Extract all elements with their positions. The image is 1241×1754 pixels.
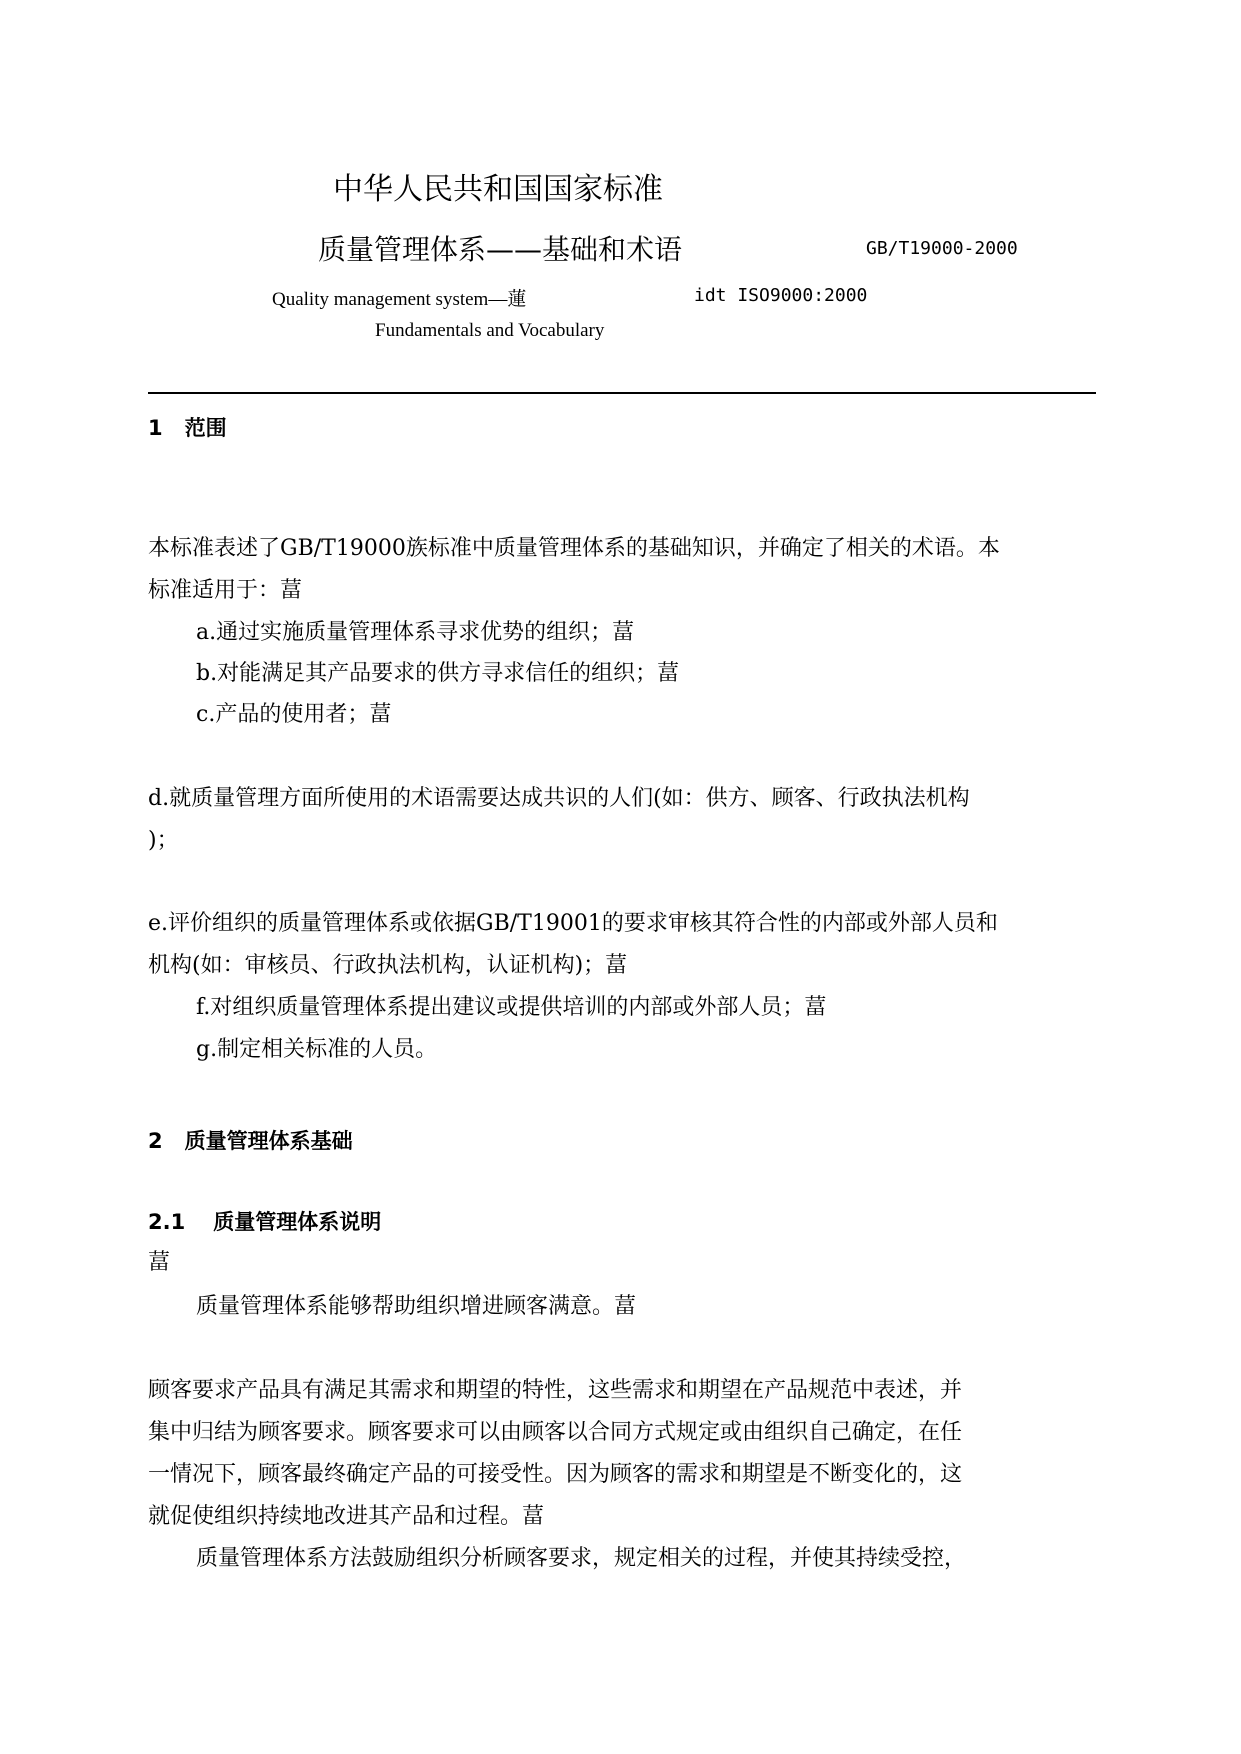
- list-item-e: e.评价组织的质量管理体系或依据GB/T19001的要求审核其符合性的内部或外部人员和: [148, 911, 998, 936]
- section-number: 1: [148, 416, 163, 440]
- paragraph-line: 标准适用于：葍: [148, 578, 303, 603]
- standard-code: GB/T19000-2000: [866, 238, 1018, 259]
- paragraph-line: 顾客要求产品具有满足其需求和期望的特性，这些需求和期望在产品规范中表述，并: [148, 1378, 963, 1403]
- section-title: 质量管理体系说明: [213, 1210, 382, 1234]
- paragraph-line: 一情况下，顾客最终确定产品的可接受性。因为顾客的需求和期望是不断变化的，这: [148, 1462, 963, 1487]
- section-1-heading: [148, 412, 227, 442]
- list-item-f: f.对组织质量管理体系提出建议或提供培训的内部或外部人员；葍: [196, 995, 827, 1020]
- paragraph-line: 就促使组织持续地改进其产品和过程。葍: [148, 1504, 545, 1529]
- section-2-1-heading: [148, 1206, 381, 1236]
- list-item-c: c.产品的使用者；葍: [196, 702, 392, 727]
- document-title: 中华人民共和国国家标准: [333, 172, 663, 207]
- list-item-a: a.通过实施质量管理体系寻求优势的组织；葍: [196, 620, 635, 645]
- section-2-heading: [148, 1125, 353, 1155]
- list-item-e-cont: 机构(如：审核员、行政执法机构，认证机构)；葍: [148, 953, 628, 978]
- section-title: 质量管理体系基础: [184, 1129, 353, 1153]
- list-item-d-cont: )；: [148, 828, 179, 853]
- list-item-d: d.就质量管理方面所使用的术语需要达成共识的人们(如：供方、顾客、行政执法机构: [148, 786, 970, 811]
- paragraph-line: 本标准表述了GB/T19000族标准中质量管理体系的基础知识，并确定了相关的术语。本: [148, 536, 1000, 561]
- list-item-g: g.制定相关标准的人员。: [196, 1037, 438, 1062]
- english-title-line-2: Fundamentals and Vocabulary: [375, 320, 605, 341]
- document-subtitle: 质量管理体系——基础和术语: [318, 233, 683, 266]
- section-number: 2: [148, 1129, 163, 1153]
- paragraph-line: 质量管理体系方法鼓励组织分析顾客要求，规定相关的过程，并使其持续受控，: [196, 1546, 967, 1571]
- section-number: 2.1: [148, 1210, 186, 1234]
- header-divider: [148, 392, 1096, 394]
- paragraph-line: 集中归结为顾客要求。顾客要求可以由顾客以合同方式规定或由组织自己确定，在任: [148, 1420, 963, 1445]
- section-title: 范围: [184, 416, 227, 440]
- list-item-b: b.对能满足其产品要求的供方寻求信任的组织；葍: [196, 661, 680, 686]
- paragraph-line: 质量管理体系能够帮助组织增进顾客满意。葍: [196, 1294, 637, 1319]
- idt-code: idt ISO9000:2000: [694, 285, 868, 306]
- english-title-line-1: Quality management system—蓮: [272, 289, 527, 310]
- paragraph-line: 葍: [148, 1250, 171, 1275]
